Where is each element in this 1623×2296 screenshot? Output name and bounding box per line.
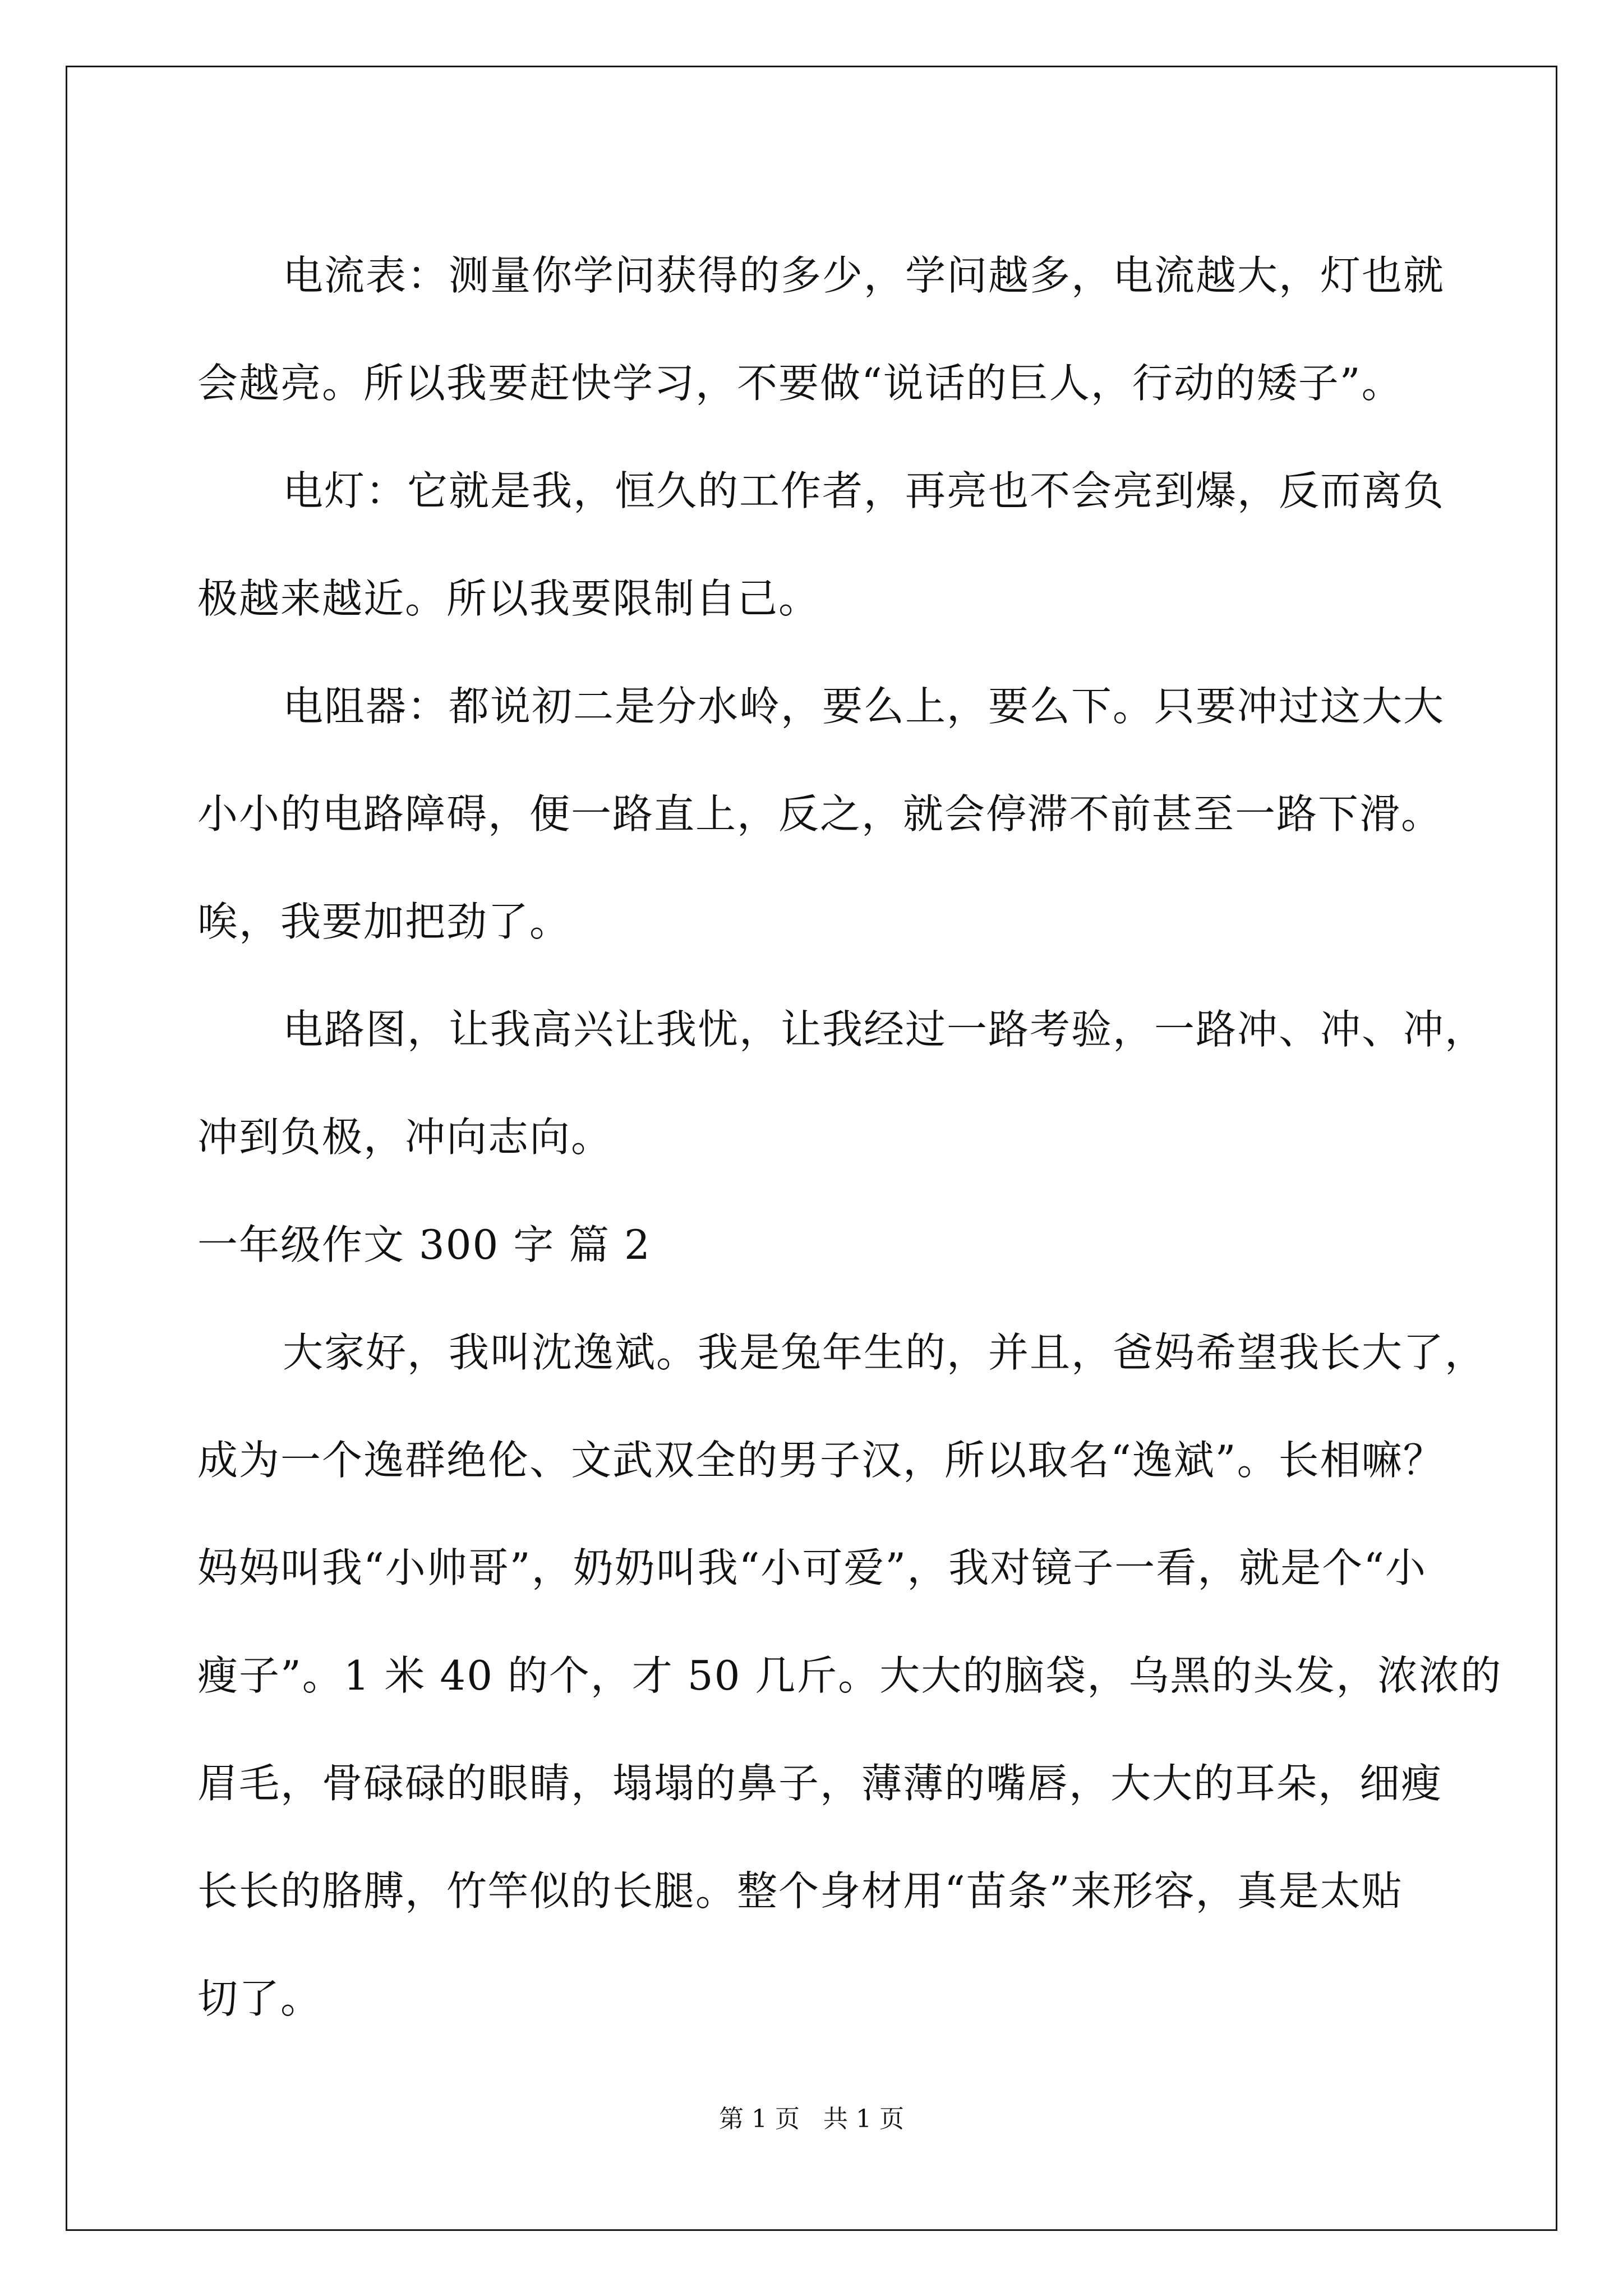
page-number-footer: 第 1 页 共 1 页	[719, 2105, 904, 2133]
text-line: 电阻器：都说初二是分水岭，要么上，要么下。只要冲过这大大	[283, 683, 1445, 730]
text-line: 唉，我要加把劲了。	[197, 898, 571, 945]
text-line: 眉毛，骨碌碌的眼睛，塌塌的鼻子，薄薄的嘴唇，大大的耳朵，细瘦	[197, 1760, 1443, 1807]
section-heading: 一年级作文 300 字 篇 2	[197, 1221, 651, 1268]
text-line: 小小的电路障碍，便一路直上，反之，就会停滞不前甚至一路下滑。	[197, 790, 1443, 838]
text-line: 切了。	[197, 1975, 322, 2022]
text-line: 电路图，让我高兴让我忧，让我经过一路考验，一路冲、冲、冲，	[283, 1006, 1487, 1053]
text-line: 冲到负极，冲向志向。	[197, 1114, 613, 1161]
text-line: 电灯：它就是我，恒久的工作者，再亮也不会亮到爆，反而离负	[283, 467, 1445, 514]
text-line: 长长的胳膊，竹竿似的长腿。整个身材用“苗条”来形容，真是太贴	[197, 1867, 1403, 1915]
text-line: 成为一个逸群绝伦、文武双全的男子汉，所以取名“逸斌”。长相嘛？	[197, 1437, 1445, 1484]
text-line: 会越亮。所以我要赶快学习，不要做“说话的巨人，行动的矮子”。	[197, 360, 1403, 407]
text-line: 大家好，我叫沈逸斌。我是兔年生的，并且，爸妈希望我长大了，	[283, 1329, 1487, 1376]
text-line: 瘦子”。1 米 40 的个，才 50 几斤。大大的脑袋，乌黑的头发，浓浓的	[197, 1652, 1502, 1699]
text-line: 妈妈叫我“小帅哥”，奶奶叫我“小可爱”，我对镜子一看，就是个“小	[197, 1544, 1427, 1591]
document-body	[197, 222, 1502, 2053]
text-line: 电流表：测量你学问获得的多少，学问越多，电流越大，灯也就	[283, 252, 1445, 299]
text-line: 极越来越近。所以我要限制自己。	[197, 575, 820, 622]
